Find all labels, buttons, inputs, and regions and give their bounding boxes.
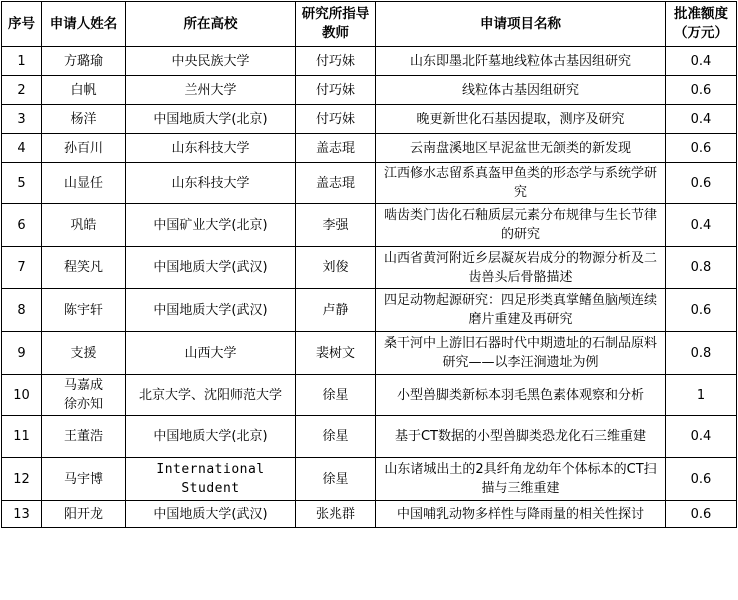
header-amount-line2: （万元）	[674, 25, 728, 41]
header-amount-line1: 批准额度	[674, 6, 728, 22]
cell-advisor: 付巧妹	[296, 105, 376, 134]
cell-university: 中国矿业大学(北京)	[126, 204, 296, 247]
cell-amount: 0.8	[666, 332, 737, 375]
cell-advisor: 裴树文	[296, 332, 376, 375]
cell-university: 兰州大学	[126, 76, 296, 105]
cell-project: 基于CT数据的小型兽脚类恐龙化石三维重建	[376, 416, 666, 458]
applicant-name: 马嘉成	[63, 378, 103, 393]
applicant-name: 马宇博	[63, 471, 103, 487]
table-row	[2, 289, 737, 332]
cell-amount: 0.4	[666, 105, 737, 134]
cell-advisor: 付巧妹	[296, 76, 376, 105]
cell-name	[42, 204, 126, 247]
cell-project: 桑干河中上游旧石器时代中期遗址的石制品原料研究——以李汪涧遗址为例	[376, 332, 666, 375]
header-university: 所在高校	[126, 2, 296, 47]
cell-amount: 0.6	[666, 289, 737, 332]
cell-name	[42, 332, 126, 375]
cell-no: 7	[2, 247, 42, 289]
cell-university: 中国地质大学(武汉)	[126, 289, 296, 332]
cell-project: 中国哺乳动物多样性与降雨量的相关性探讨	[376, 501, 666, 528]
table-row	[2, 134, 737, 163]
cell-no: 8	[2, 289, 42, 332]
cell-amount: 0.4	[666, 204, 737, 247]
table-row	[2, 332, 737, 375]
cell-no: 10	[2, 375, 42, 416]
cell-advisor: 徐星	[296, 458, 376, 501]
applicant-name: 巩皓	[70, 217, 97, 233]
cell-advisor: 张兆群	[296, 501, 376, 528]
cell-advisor: 刘俊	[296, 247, 376, 289]
cell-project: 线粒体古基因组研究	[376, 76, 666, 105]
applicant-name: 王董浩	[63, 429, 103, 444]
header-advisor-line2: 教师	[322, 25, 349, 41]
table-row	[2, 501, 737, 528]
cell-name	[42, 458, 126, 501]
cell-no: 1	[2, 47, 42, 76]
cell-university: International Student	[126, 458, 296, 501]
cell-university: 中国地质大学(武汉)	[126, 501, 296, 528]
table-row	[2, 76, 737, 105]
cell-no: 3	[2, 105, 42, 134]
applicant-name: 杨洋	[70, 111, 97, 127]
cell-project: 江西修水志留系真盔甲鱼类的形态学与系统学研究	[376, 163, 666, 204]
cell-project: 小型兽脚类新标本羽毛黑色素体观察和分析	[376, 375, 666, 416]
cell-advisor: 付巧妹	[296, 47, 376, 76]
applicant-name: 陈宇轩	[63, 302, 103, 318]
cell-no: 2	[2, 76, 42, 105]
table-row	[2, 163, 737, 204]
cell-amount: 0.6	[666, 501, 737, 528]
header-name: 申请人姓名	[42, 2, 126, 47]
cell-university: 山东科技大学	[126, 163, 296, 204]
cell-advisor: 盖志琨	[296, 134, 376, 163]
cell-name	[42, 247, 126, 289]
cell-amount: 0.6	[666, 163, 737, 204]
cell-project: 云南盘溪地区早泥盆世无颌类的新发现	[376, 134, 666, 163]
cell-name	[42, 105, 126, 134]
table-row	[2, 204, 737, 247]
cell-project: 山西省黄河附近乡层凝灰岩成分的物源分析及二齿兽头后骨骼描述	[376, 247, 666, 289]
cell-advisor: 李强	[296, 204, 376, 247]
cell-advisor: 徐星	[296, 375, 376, 416]
table-row	[2, 47, 737, 76]
table-row	[2, 247, 737, 289]
cell-no: 12	[2, 458, 42, 501]
cell-project: 啮齿类门齿化石釉质层元素分布规律与生长节律的研究	[376, 204, 666, 247]
applicant-name: 孙百川	[63, 140, 103, 156]
applicant-name: 阳开龙	[63, 506, 103, 522]
cell-amount: 0.8	[666, 247, 737, 289]
cell-university: 山西大学	[126, 332, 296, 375]
cell-advisor: 卢静	[296, 289, 376, 332]
cell-university: 中国地质大学(武汉)	[126, 247, 296, 289]
cell-university: 山东科技大学	[126, 134, 296, 163]
cell-amount: 0.6	[666, 458, 737, 501]
cell-amount: 0.4	[666, 416, 737, 458]
cell-name	[42, 76, 126, 105]
header-amount	[666, 2, 737, 47]
cell-name	[42, 375, 126, 416]
cell-advisor: 盖志琨	[296, 163, 376, 204]
cell-project: 山东即墨北阡墓地线粒体古基因组研究	[376, 47, 666, 76]
cell-name	[42, 47, 126, 76]
cell-amount: 0.6	[666, 134, 737, 163]
table-row	[2, 416, 737, 458]
table-row	[2, 105, 737, 134]
cell-amount: 1	[666, 375, 737, 416]
header-project: 申请项目名称	[376, 2, 666, 47]
cell-university: 中央民族大学	[126, 47, 296, 76]
grant-table	[1, 1, 737, 528]
cell-amount: 0.4	[666, 47, 737, 76]
header-row	[2, 2, 737, 47]
cell-no: 11	[2, 416, 42, 458]
cell-project: 晚更新世化石基因提取，测序及研究	[376, 105, 666, 134]
header-no: 序号	[2, 2, 42, 47]
applicant-name: 白帆	[70, 82, 97, 98]
cell-university: 北京大学、沈阳师范大学	[126, 375, 296, 416]
cell-no: 5	[2, 163, 42, 204]
cell-no: 6	[2, 204, 42, 247]
applicant-name-second: 徐亦知	[63, 397, 103, 412]
table-row	[2, 375, 737, 416]
applicant-name: 山显任	[63, 175, 103, 191]
table-row	[2, 458, 737, 501]
cell-name	[42, 163, 126, 204]
applicant-name: 程笑凡	[63, 260, 103, 275]
cell-advisor: 徐星	[296, 416, 376, 458]
cell-no: 13	[2, 501, 42, 528]
cell-no: 9	[2, 332, 42, 375]
header-advisor	[296, 2, 376, 47]
cell-university: 中国地质大学(北京)	[126, 105, 296, 134]
applicant-name: 方璐瑜	[63, 53, 103, 69]
applicant-name: 支援	[70, 345, 97, 361]
cell-no: 4	[2, 134, 42, 163]
cell-name	[42, 289, 126, 332]
cell-name	[42, 134, 126, 163]
cell-name	[42, 501, 126, 528]
cell-amount: 0.6	[666, 76, 737, 105]
cell-name	[42, 416, 126, 458]
cell-university: 中国地质大学(北京)	[126, 416, 296, 458]
header-advisor-line1: 研究所指导	[301, 6, 370, 22]
cell-project: 四足动物起源研究：四足形类真掌鳍鱼脑颅连续磨片重建及再研究	[376, 289, 666, 332]
cell-project: 山东诸城出土的2具纤角龙幼年个体标本的CT扫描与三维重建	[376, 458, 666, 501]
